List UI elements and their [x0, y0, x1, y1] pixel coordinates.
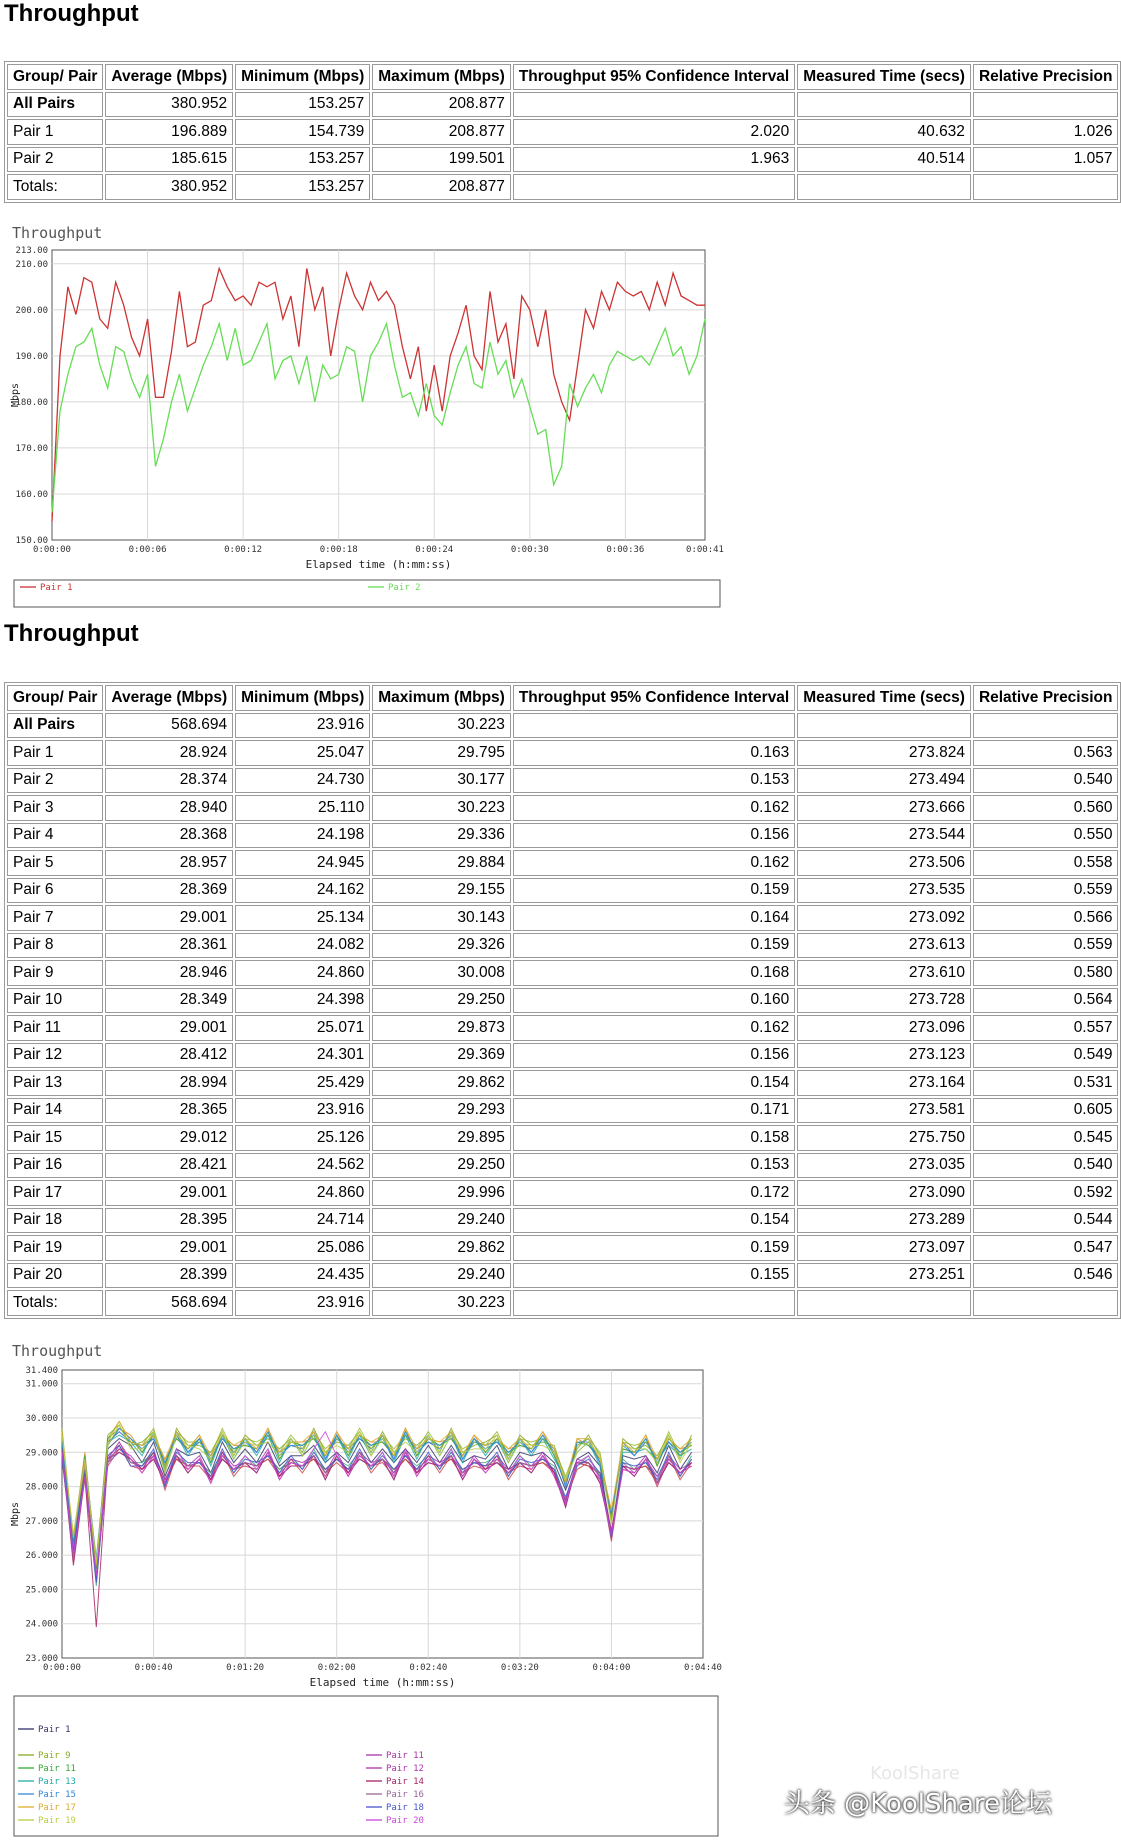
table-row — [7, 92, 1118, 118]
table-cell: 273.251 — [797, 1263, 971, 1289]
table-cell — [513, 713, 795, 739]
table-cell: 29.240 — [372, 1263, 511, 1289]
y-tick-label: 31.000 — [25, 1379, 58, 1390]
table-cell: 30.223 — [372, 713, 511, 739]
legend-entry: Pair 14 — [386, 1777, 424, 1787]
table-cell: 153.257 — [235, 174, 370, 200]
table-cell — [513, 174, 795, 200]
row-label: Pair 12 — [7, 1043, 103, 1069]
table-row — [7, 933, 1118, 959]
table-cell: 28.924 — [105, 740, 233, 766]
table-cell: 273.581 — [797, 1098, 971, 1124]
x-tick-label: 0:00:24 — [415, 545, 454, 555]
table-cell: 273.494 — [797, 768, 971, 794]
watermark: 头条 @KoolShare论坛 — [783, 1789, 1052, 1819]
legend-entry: Pair 16 — [386, 1790, 424, 1800]
table-cell: 24.562 — [235, 1153, 370, 1179]
table-cell: 0.560 — [973, 795, 1119, 821]
x-tick-label: 0:00:30 — [510, 545, 549, 555]
legend-entry: Pair 18 — [386, 1803, 424, 1813]
table-cell: 24.301 — [235, 1043, 370, 1069]
row-label: Pair 16 — [7, 1153, 103, 1179]
table-cell: 29.001 — [105, 1015, 233, 1041]
table-cell: 273.097 — [797, 1235, 971, 1261]
table-cell: 0.155 — [513, 1263, 795, 1289]
table-cell: 24.435 — [235, 1263, 370, 1289]
table-row — [7, 823, 1118, 849]
table-cell: 25.071 — [235, 1015, 370, 1041]
column-header: Group/ Pair — [7, 685, 103, 711]
legend-entry: Pair 2 — [388, 583, 421, 593]
table-cell: 0.159 — [513, 878, 795, 904]
legend-entry: Pair 9 — [38, 1751, 71, 1761]
table-cell: 29.250 — [372, 988, 511, 1014]
table-cell: 28.940 — [105, 795, 233, 821]
table-cell: 0.558 — [973, 850, 1119, 876]
table-cell: 0.158 — [513, 1125, 795, 1151]
table-cell: 29.001 — [105, 905, 233, 931]
column-header: Maximum (Mbps) — [372, 685, 511, 711]
table-cell: 199.501 — [372, 147, 511, 173]
table-row — [7, 1098, 1118, 1124]
legend-entry: Pair 19 — [38, 1816, 76, 1826]
table-row — [7, 174, 1118, 200]
table-row — [7, 1235, 1118, 1261]
y-axis-label: Mbps — [10, 382, 21, 408]
row-label: Pair 18 — [7, 1208, 103, 1234]
table-cell: 0.168 — [513, 960, 795, 986]
chart1 — [0, 220, 730, 615]
table-cell: 40.514 — [797, 147, 971, 173]
table-cell: 568.694 — [105, 1290, 233, 1316]
y-tick-label: 190.00 — [15, 351, 48, 362]
x-tick-label: 0:00:12 — [224, 545, 263, 555]
table-cell — [973, 174, 1119, 200]
table-cell: 29.326 — [372, 933, 511, 959]
table-cell: 0.154 — [513, 1208, 795, 1234]
y-tick-label: 30.000 — [25, 1414, 58, 1424]
table-cell: 28.349 — [105, 988, 233, 1014]
x-tick-label: 0:03:20 — [500, 1663, 539, 1673]
column-header: Minimum (Mbps) — [235, 64, 370, 90]
table-cell: 273.096 — [797, 1015, 971, 1041]
table-cell: 0.546 — [973, 1263, 1119, 1289]
table-cell: 0.159 — [513, 933, 795, 959]
row-label: Totals: — [7, 1290, 103, 1316]
table-cell: 0.540 — [973, 768, 1119, 794]
table-cell: 29.155 — [372, 878, 511, 904]
y-tick-label: 213.00 — [15, 246, 48, 256]
table-cell: 29.250 — [372, 1153, 511, 1179]
table-cell: 380.952 — [105, 92, 233, 118]
table-cell: 23.916 — [235, 713, 370, 739]
table-cell: 273.090 — [797, 1180, 971, 1206]
table-cell: 0.549 — [973, 1043, 1119, 1069]
table-cell: 29.884 — [372, 850, 511, 876]
table-cell: 28.369 — [105, 878, 233, 904]
table-cell: 153.257 — [235, 92, 370, 118]
table-cell: 0.162 — [513, 795, 795, 821]
y-tick-label: 210.00 — [15, 259, 48, 270]
table-cell: 273.289 — [797, 1208, 971, 1234]
table-cell: 24.860 — [235, 960, 370, 986]
table-cell: 0.580 — [973, 960, 1119, 986]
legend-box — [14, 1696, 718, 1836]
header-row — [7, 64, 1118, 90]
column-header: Throughput 95% Confidence Interval — [513, 64, 795, 90]
table-cell — [973, 1290, 1119, 1316]
table-row — [7, 1263, 1118, 1289]
row-label: Pair 4 — [7, 823, 103, 849]
row-label: Pair 11 — [7, 1015, 103, 1041]
x-tick-label: 0:00:18 — [319, 545, 358, 555]
table-cell: 0.563 — [973, 740, 1119, 766]
table-cell: 0.156 — [513, 823, 795, 849]
row-label: Pair 17 — [7, 1180, 103, 1206]
table-row — [7, 1180, 1118, 1206]
table-cell: 568.694 — [105, 713, 233, 739]
table-cell: 0.160 — [513, 988, 795, 1014]
table-cell — [513, 1290, 795, 1316]
table-row — [7, 905, 1118, 931]
row-label: Pair 8 — [7, 933, 103, 959]
y-tick-label: 23.000 — [25, 1654, 58, 1664]
table-cell: 0.592 — [973, 1180, 1119, 1206]
table-cell: 275.750 — [797, 1125, 971, 1151]
table-cell: 0.153 — [513, 768, 795, 794]
table-cell: 0.564 — [973, 988, 1119, 1014]
legend-entry: Pair 13 — [38, 1777, 76, 1787]
table-cell: 273.728 — [797, 988, 971, 1014]
x-tick-label: 0:00:06 — [128, 545, 167, 555]
table-cell: 0.163 — [513, 740, 795, 766]
legend-entry: Pair 11 — [386, 1751, 424, 1761]
table-row — [7, 1125, 1118, 1151]
table-cell: 30.143 — [372, 905, 511, 931]
x-axis-label: Elapsed time (h:mm:ss) — [309, 1676, 456, 1689]
column-header: Measured Time (secs) — [797, 64, 971, 90]
y-tick-label: 150.00 — [15, 536, 48, 546]
table-cell: 30.008 — [372, 960, 511, 986]
table-cell: 25.110 — [235, 795, 370, 821]
x-axis-label: Elapsed time (h:mm:ss) — [305, 558, 452, 571]
table-cell: 24.198 — [235, 823, 370, 849]
table-cell: 196.889 — [105, 119, 233, 145]
table-cell: 28.395 — [105, 1208, 233, 1234]
table-row — [7, 1153, 1118, 1179]
table-cell: 0.154 — [513, 1070, 795, 1096]
table-cell: 30.223 — [372, 795, 511, 821]
table-cell — [973, 92, 1119, 118]
y-tick-label: 24.000 — [25, 1619, 58, 1630]
legend-entry: Pair 15 — [38, 1790, 76, 1800]
table-cell: 273.610 — [797, 960, 971, 986]
column-header: Measured Time (secs) — [797, 685, 971, 711]
table-cell: 2.020 — [513, 119, 795, 145]
row-label: All Pairs — [7, 713, 103, 739]
table-cell: 29.001 — [105, 1235, 233, 1261]
table-cell: 273.123 — [797, 1043, 971, 1069]
x-tick-label: 0:04:00 — [592, 1663, 631, 1673]
table-cell: 25.086 — [235, 1235, 370, 1261]
row-label: Totals: — [7, 174, 103, 200]
legend-entry: Pair 20 — [386, 1816, 424, 1826]
table-cell: 29.862 — [372, 1235, 511, 1261]
table-cell: 0.605 — [973, 1098, 1119, 1124]
row-label: Pair 1 — [7, 740, 103, 766]
table-row — [7, 1070, 1118, 1096]
column-header: Maximum (Mbps) — [372, 64, 511, 90]
chart-title: Throughput — [12, 224, 103, 242]
chart-title: Throughput — [12, 1342, 103, 1360]
row-label: All Pairs — [7, 92, 103, 118]
table-row — [7, 988, 1118, 1014]
table-cell: 273.035 — [797, 1153, 971, 1179]
table-cell: 25.429 — [235, 1070, 370, 1096]
y-tick-label: 200.00 — [15, 305, 48, 316]
legend-entry: Pair 1 — [38, 1725, 71, 1735]
table-cell: 0.544 — [973, 1208, 1119, 1234]
x-tick-label: 0:00:00 — [33, 545, 71, 555]
table-row — [7, 119, 1118, 145]
table-cell: 273.824 — [797, 740, 971, 766]
row-label: Pair 15 — [7, 1125, 103, 1151]
table-cell: 28.365 — [105, 1098, 233, 1124]
row-label: Pair 9 — [7, 960, 103, 986]
table-cell: 0.545 — [973, 1125, 1119, 1151]
table-cell: 29.895 — [372, 1125, 511, 1151]
throughput-table-2 — [4, 682, 1121, 1319]
table-cell: 0.531 — [973, 1070, 1119, 1096]
table-cell: 24.162 — [235, 878, 370, 904]
table-cell: 273.092 — [797, 905, 971, 931]
section1-title: Throughput — [4, 0, 139, 27]
table-row — [7, 740, 1118, 766]
table-cell: 25.126 — [235, 1125, 370, 1151]
table-cell: 24.082 — [235, 933, 370, 959]
table-cell: 273.613 — [797, 933, 971, 959]
table-cell: 1.057 — [973, 147, 1119, 173]
table-cell: 0.159 — [513, 1235, 795, 1261]
table-cell: 24.730 — [235, 768, 370, 794]
table-cell: 24.860 — [235, 1180, 370, 1206]
y-tick-label: 31.400 — [25, 1366, 58, 1376]
table-cell: 0.557 — [973, 1015, 1119, 1041]
y-tick-label: 180.00 — [15, 397, 48, 408]
throughput-table-1 — [4, 61, 1121, 203]
table-cell: 185.615 — [105, 147, 233, 173]
table-cell: 0.547 — [973, 1235, 1119, 1261]
table-cell: 0.566 — [973, 905, 1119, 931]
chart1-svg — [0, 220, 730, 615]
column-header: Relative Precision — [973, 64, 1119, 90]
y-tick-label: 28.000 — [25, 1482, 58, 1493]
column-header: Relative Precision — [973, 685, 1119, 711]
y-tick-label: 25.000 — [25, 1585, 58, 1596]
table-cell: 29.001 — [105, 1180, 233, 1206]
y-tick-label: 27.000 — [25, 1516, 58, 1527]
table-cell: 28.412 — [105, 1043, 233, 1069]
row-label: Pair 13 — [7, 1070, 103, 1096]
row-label: Pair 5 — [7, 850, 103, 876]
table-cell: 25.047 — [235, 740, 370, 766]
table-cell: 273.535 — [797, 878, 971, 904]
y-tick-label: 26.000 — [25, 1551, 58, 1562]
legend-entry: Pair 11 — [38, 1764, 76, 1774]
column-header: Minimum (Mbps) — [235, 685, 370, 711]
table-cell: 28.421 — [105, 1153, 233, 1179]
column-header: Group/ Pair — [7, 64, 103, 90]
table-cell: 40.632 — [797, 119, 971, 145]
table-cell: 24.714 — [235, 1208, 370, 1234]
table-cell: 0.171 — [513, 1098, 795, 1124]
column-header: Average (Mbps) — [105, 685, 233, 711]
table-cell: 29.996 — [372, 1180, 511, 1206]
table-cell: 24.945 — [235, 850, 370, 876]
y-tick-label: 160.00 — [15, 489, 48, 500]
chart2-svg — [0, 1340, 730, 1840]
table-row — [7, 1043, 1118, 1069]
row-label: Pair 2 — [7, 147, 103, 173]
legend-box — [14, 580, 720, 607]
row-label: Pair 10 — [7, 988, 103, 1014]
table-cell: 1.026 — [973, 119, 1119, 145]
column-header: Throughput 95% Confidence Interval — [513, 685, 795, 711]
table-row — [7, 850, 1118, 876]
table-cell: 153.257 — [235, 147, 370, 173]
table-cell: 273.164 — [797, 1070, 971, 1096]
table-row — [7, 1290, 1118, 1316]
table-cell: 29.012 — [105, 1125, 233, 1151]
legend-entry: Pair 17 — [38, 1803, 76, 1813]
y-axis-label: Mbps — [10, 1501, 21, 1527]
table-row — [7, 1015, 1118, 1041]
table-cell: 0.162 — [513, 1015, 795, 1041]
table-cell: 0.162 — [513, 850, 795, 876]
x-tick-label: 0:00:40 — [134, 1663, 173, 1673]
section2-title: Throughput — [4, 620, 139, 647]
table-cell: 28.361 — [105, 933, 233, 959]
row-label: Pair 1 — [7, 119, 103, 145]
table-cell — [797, 713, 971, 739]
table-cell: 29.862 — [372, 1070, 511, 1096]
row-label: Pair 20 — [7, 1263, 103, 1289]
table-cell: 273.544 — [797, 823, 971, 849]
table-cell: 28.994 — [105, 1070, 233, 1096]
table-cell: 28.374 — [105, 768, 233, 794]
x-tick-label: 0:02:00 — [317, 1663, 356, 1673]
table-cell: 0.164 — [513, 905, 795, 931]
table-cell: 30.177 — [372, 768, 511, 794]
legend-entry: Pair 1 — [40, 583, 73, 593]
table-cell — [797, 174, 971, 200]
watermark-faint: KoolShare — [870, 1763, 960, 1784]
table-cell: 0.156 — [513, 1043, 795, 1069]
table-cell — [513, 92, 795, 118]
table-cell: 0.550 — [973, 823, 1119, 849]
table-cell: 29.293 — [372, 1098, 511, 1124]
x-tick-label: 0:00:36 — [606, 545, 645, 555]
table-cell: 208.877 — [372, 92, 511, 118]
x-tick-label: 0:00:41 — [686, 545, 724, 555]
x-tick-label: 0:04:40 — [684, 1663, 722, 1673]
table-cell: 0.172 — [513, 1180, 795, 1206]
table-cell: 208.877 — [372, 174, 511, 200]
table-cell: 208.877 — [372, 119, 511, 145]
table-cell: 29.795 — [372, 740, 511, 766]
row-label: Pair 14 — [7, 1098, 103, 1124]
legend-entry: Pair 12 — [386, 1764, 424, 1774]
table-row — [7, 768, 1118, 794]
row-label: Pair 7 — [7, 905, 103, 931]
table-cell: 28.368 — [105, 823, 233, 849]
table-cell: 24.398 — [235, 988, 370, 1014]
y-tick-label: 170.00 — [15, 443, 48, 454]
x-tick-label: 0:01:20 — [226, 1663, 265, 1673]
table-row — [7, 960, 1118, 986]
table-cell: 29.336 — [372, 823, 511, 849]
table-cell: 0.559 — [973, 878, 1119, 904]
row-label: Pair 2 — [7, 768, 103, 794]
table-cell: 380.952 — [105, 174, 233, 200]
x-tick-label: 0:00:00 — [43, 1663, 81, 1673]
table-row — [7, 1208, 1118, 1234]
table-row — [7, 713, 1118, 739]
x-tick-label: 0:02:40 — [409, 1663, 448, 1673]
header-row — [7, 685, 1118, 711]
table-cell: 0.540 — [973, 1153, 1119, 1179]
table-cell: 23.916 — [235, 1290, 370, 1316]
table-row — [7, 878, 1118, 904]
table-cell: 0.153 — [513, 1153, 795, 1179]
table-cell: 28.399 — [105, 1263, 233, 1289]
table-row — [7, 147, 1118, 173]
chart2 — [0, 1340, 730, 1840]
table-cell: 25.134 — [235, 905, 370, 931]
table-cell: 154.739 — [235, 119, 370, 145]
table-cell: 29.240 — [372, 1208, 511, 1234]
y-tick-label: 29.000 — [25, 1448, 58, 1459]
table-cell — [973, 713, 1119, 739]
table-cell — [797, 92, 971, 118]
table-cell: 273.666 — [797, 795, 971, 821]
row-label: Pair 6 — [7, 878, 103, 904]
row-label: Pair 19 — [7, 1235, 103, 1261]
table-cell: 28.946 — [105, 960, 233, 986]
table-cell: 30.223 — [372, 1290, 511, 1316]
table-cell: 0.559 — [973, 933, 1119, 959]
table-cell: 28.957 — [105, 850, 233, 876]
table-cell: 23.916 — [235, 1098, 370, 1124]
table-cell — [797, 1290, 971, 1316]
table-cell: 29.873 — [372, 1015, 511, 1041]
table-cell: 1.963 — [513, 147, 795, 173]
row-label: Pair 3 — [7, 795, 103, 821]
table-row — [7, 795, 1118, 821]
table-cell: 29.369 — [372, 1043, 511, 1069]
table-cell: 273.506 — [797, 850, 971, 876]
column-header: Average (Mbps) — [105, 64, 233, 90]
